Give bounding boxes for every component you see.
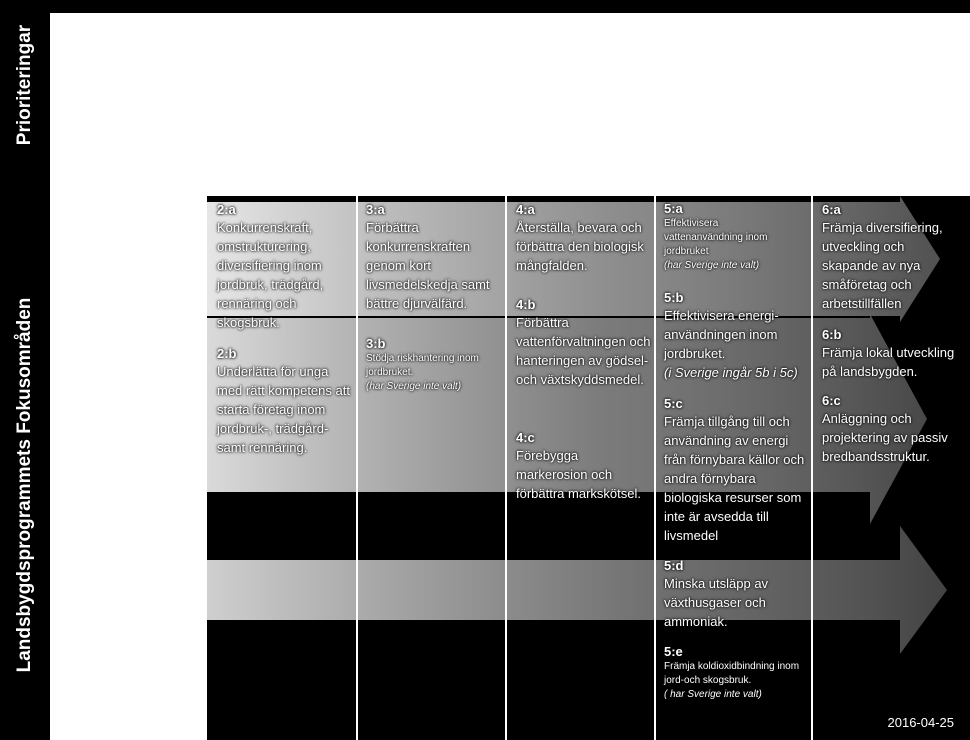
focus-area-grid	[207, 196, 970, 740]
column-2	[207, 196, 358, 740]
item-text: Underlätta för unga med rätt kompetens att starta företag inom jordbruk-, trädgård- samt rennäring.	[217, 364, 350, 455]
item-code: 5:e	[664, 644, 683, 659]
item-code: 5:a	[664, 201, 683, 216]
item-code: 6:c	[822, 393, 841, 408]
item-code: 6:b	[822, 327, 842, 342]
item-code: 4:b	[516, 297, 536, 312]
item-note: (har Sverige inte valt)	[664, 260, 760, 271]
item-code: 5:b	[664, 290, 684, 305]
column-4	[507, 196, 656, 740]
label-prioriteringar: Prioriteringar	[14, 24, 35, 146]
item-text: Anläggning och projektering av passiv bredbandsstruktur.	[822, 411, 948, 464]
item-text: Återställa, bevara och förbättra den biologisk mångfalden.	[516, 220, 644, 273]
item-text: Främja lokal utveckling på landsbygden.	[822, 345, 955, 379]
top-bar	[50, 0, 970, 13]
item-text: Förbättra vattenförvaltningen och hanteringen av gödsel- och växtskyddsmedel.	[516, 315, 651, 387]
item-text: Konkurrenskraft, omstrukturering, diversifiering inom jordbruk, trädgård, rennäring och skogsbruk.	[217, 220, 324, 330]
item-text: Främja koldioxidbindning inom jord-och skogsbruk.	[664, 661, 800, 686]
item-text: Förbättra konkurrenskraften genom kort livsmedelskedja samt bättre djurvälfärd.	[366, 220, 490, 311]
item-code: 5:c	[664, 396, 683, 411]
item-text: Främja tillgång till och användning av energi från förnybara källor och andra förnybara biologiska resurser som inte är avsedda till livsmedel	[664, 414, 805, 543]
date-label: 2016-04-25	[887, 715, 954, 730]
column-3	[358, 196, 507, 740]
item-code: 4:c	[516, 430, 535, 445]
item-text: Stödja riskhantering inom jordbruket.	[366, 353, 479, 378]
item-note: (i Sverige ingår 5b i 5c)	[664, 365, 798, 380]
item-code: 3:a	[366, 202, 385, 217]
label-fokusomraden: Landsbygdsprogrammets Fokusområden	[14, 297, 35, 673]
item-code: 4:a	[516, 202, 535, 217]
item-text: Förebygga markerosion och förbättra markskötsel.	[516, 448, 641, 501]
item-code: 2:a	[217, 202, 236, 217]
column-5	[656, 196, 813, 740]
item-note: ( har Sverige inte valt)	[664, 689, 762, 700]
item-code: 3:b	[366, 336, 386, 351]
item-text: Främja diversifiering, utveckling och skapande av nya småföretag och arbetstillfällen	[822, 220, 943, 311]
item-code: 6:a	[822, 202, 841, 217]
item-code: 2:b	[217, 346, 237, 361]
item-text: Effektivisera vattenanvändning inom jordbruket	[664, 218, 768, 257]
column-6	[813, 196, 970, 740]
item-code: 5:d	[664, 558, 684, 573]
item-text: Minska utsläpp av växthusgaser och ammoniak.	[664, 576, 769, 629]
item-note: (har Sverige inte valt)	[366, 381, 462, 392]
item-text: Effektivisera energi-användningen inom jordbruket.	[664, 308, 779, 361]
